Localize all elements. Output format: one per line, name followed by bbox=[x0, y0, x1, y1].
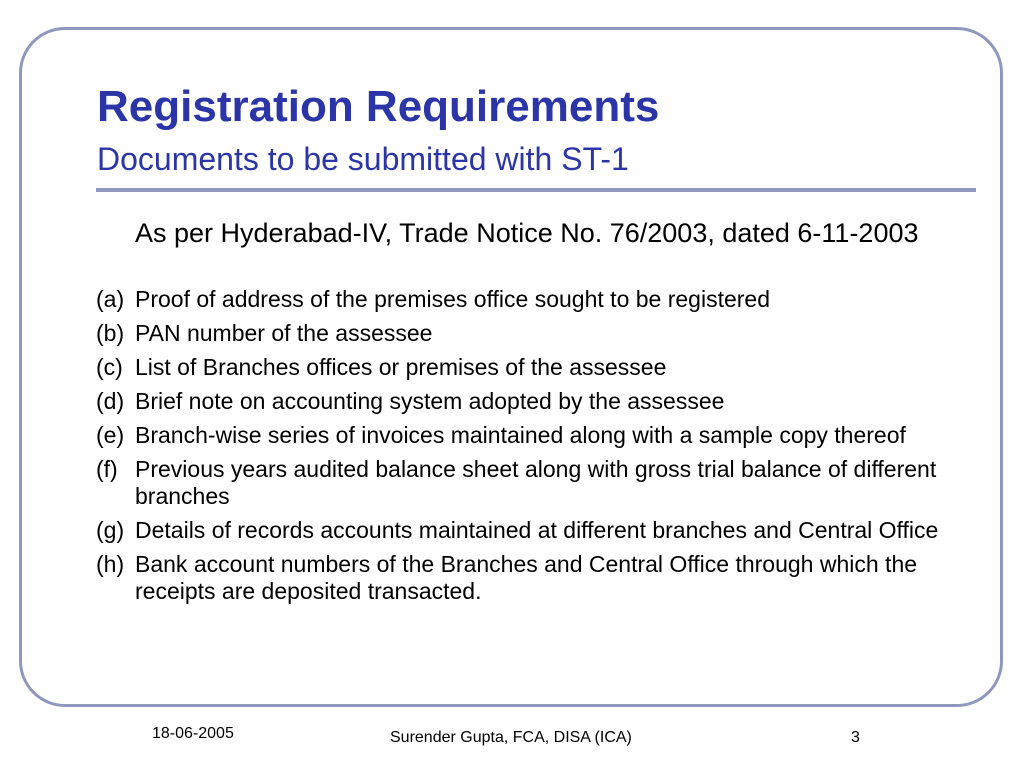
document-list bbox=[96, 286, 956, 612]
list-marker: (f) bbox=[96, 456, 118, 482]
list-item-text: List of Branches offices or premises of the assessee bbox=[135, 354, 667, 380]
list-item-text: Brief note on accounting system adopted by the assessee bbox=[135, 388, 725, 414]
list-marker: (a) bbox=[96, 286, 125, 312]
list-item-text: Previous years audited balance sheet along with gross trial balance of different branches bbox=[135, 456, 937, 509]
footer-date: 18-06-2005 bbox=[152, 725, 234, 742]
list-marker: (b) bbox=[96, 320, 125, 346]
list-item-text: Branch-wise series of invoices maintained along with a sample copy thereof bbox=[135, 422, 906, 448]
footer-author: Surender Gupta, FCA, DISA (ICA) bbox=[390, 729, 632, 746]
list-item bbox=[96, 517, 956, 544]
slide-subtitle: Documents to be submitted with ST-1 bbox=[97, 141, 629, 177]
list-marker: (e) bbox=[96, 422, 125, 448]
list-marker: (h) bbox=[96, 551, 125, 577]
list-item bbox=[96, 286, 956, 313]
list-item bbox=[96, 354, 956, 381]
title-divider bbox=[96, 188, 976, 192]
list-item bbox=[96, 422, 956, 449]
list-item bbox=[96, 388, 956, 415]
list-marker: (g) bbox=[96, 517, 125, 543]
list-item bbox=[96, 456, 956, 510]
list-item-text: Proof of address of the premises office sought to be registered bbox=[135, 286, 770, 312]
slide-title: Registration Requirements bbox=[97, 82, 660, 131]
list-marker: (c) bbox=[96, 354, 123, 380]
intro-text: As per Hyderabad-IV, Trade Notice No. 76/2003, dated 6-11-2003 bbox=[135, 218, 919, 248]
slide-page-number: 3 bbox=[851, 729, 860, 746]
list-marker: (d) bbox=[96, 388, 125, 414]
list-item bbox=[96, 320, 956, 347]
list-item-text: Details of records accounts maintained at different branches and Central Office bbox=[135, 517, 939, 543]
list-item-text: Bank account numbers of the Branches and Central Office through which the receipts are deposited transacted. bbox=[135, 551, 918, 604]
list-item bbox=[96, 551, 956, 605]
list-item-text: PAN number of the assessee bbox=[135, 320, 433, 346]
